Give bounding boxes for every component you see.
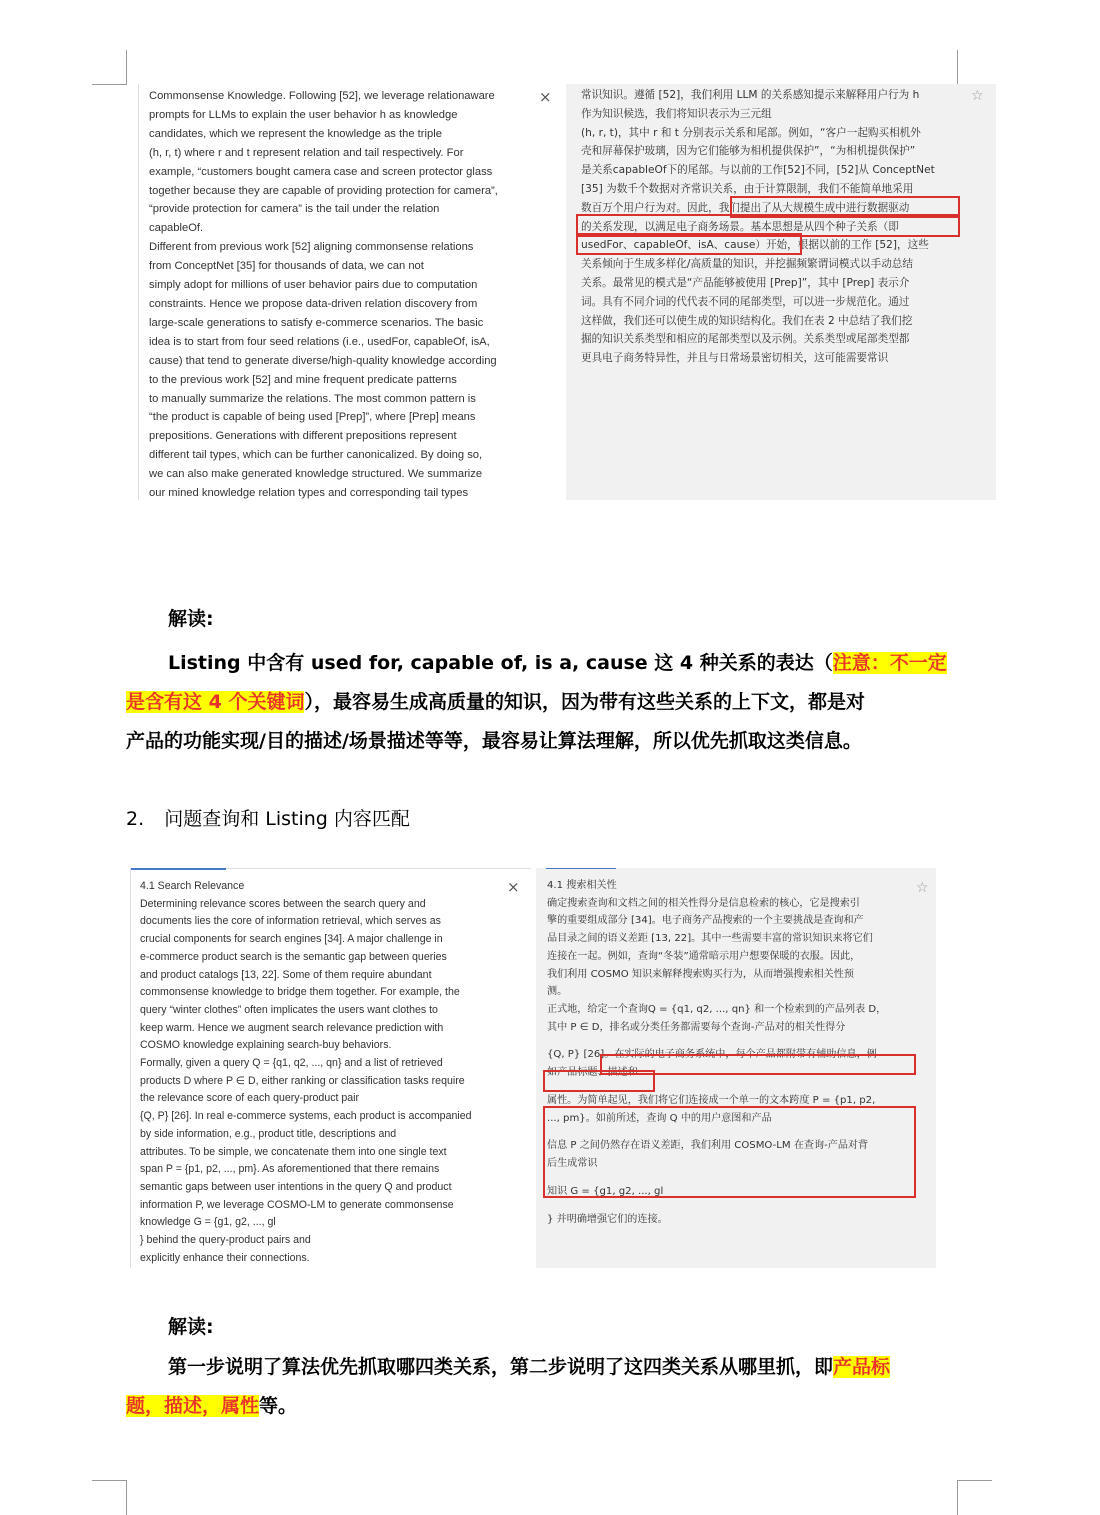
chinese-text-line: 其中 P ∈ D，排名或分类任务都需要每个查询-产品对的相关性得分	[547, 1021, 846, 1033]
english-text-block-2	[140, 878, 520, 1267]
english-text-line: cause) that tend to generate diverse/high-quality knowledge according	[149, 354, 497, 367]
english-text-line: “the product is capable of being used [Prep]”, where [Prep] means	[149, 411, 476, 424]
chinese-text-line: 连接在一起。例如，查询“冬装”通常暗示用户想要保暖的衣服。因此，	[547, 950, 861, 962]
tab-indicator-2	[546, 868, 616, 869]
section-1-heading: 解读:	[168, 608, 214, 630]
p1-text-c: 产品的功能实现/目的描述/场景描述等等，最容易让算法理解，所以优先抓取这类信息。	[126, 730, 862, 752]
chinese-text-line	[547, 1036, 917, 1046]
chinese-text-line: 4.1 搜索相关性	[547, 880, 617, 891]
english-text-line: the relevance score of each query-product pair	[140, 1092, 360, 1105]
crop-mark-top-right	[957, 50, 992, 85]
p1-text-a: Listing 中含有 used for, capable of, is a, cause 这 4 种关系的表达（	[168, 652, 833, 674]
english-text-line: from ConceptNet [35] for thousands of data, we can not	[149, 260, 424, 273]
english-text-line: 4.1 Search Relevance	[140, 880, 245, 892]
tab-indicator	[131, 868, 226, 870]
close-icon-2[interactable]: ×	[507, 878, 520, 896]
english-text-line: prepositions. Generations with different prepositions represent	[149, 430, 457, 443]
english-pane-2	[130, 868, 531, 1268]
chinese-text-line: 作为知识候选，我们将知识表示为三元组	[581, 107, 772, 120]
star-icon[interactable]: ☆	[971, 88, 984, 104]
chinese-text-line: {Q, P} [26]。在实际的电子商务系统中，每个产品都附带有辅助信息，例	[547, 1049, 877, 1061]
english-text-line: “provide protection for camera” is the tail under the relation	[149, 203, 440, 216]
list-item-number: 2.	[126, 808, 145, 830]
chinese-text-line: 我们利用 COSMO 知识来解释搜索购买行为，从而增强搜索相关性预	[547, 968, 854, 980]
english-text-line: attributes. To be simple, we concatenate them into one single text	[140, 1145, 447, 1158]
chinese-text-line: 属性。为简单起见，我们将它们连接成一个单一的文本跨度 P = {p1, p2,	[547, 1094, 876, 1106]
english-text-line: candidates, which we represent the knowledge as the triple	[149, 127, 442, 140]
english-text-line: semantic gaps between user intentions in the query Q and product	[140, 1180, 452, 1193]
chinese-text-line: 常识知识。遵循 [52]，我们利用 LLM 的关系感知提示来解释用户行为 h	[581, 89, 920, 101]
chinese-text-line: 信息 P 之间仍然存在语义差距，我们利用 COSMO-LM 在查询-产品对背	[547, 1140, 869, 1152]
p1-text-b: ），最容易生成高质量的知识，因为带有这些关系的上下文，都是对	[304, 691, 865, 713]
chinese-text-line: 确定搜索查询和文档之间的相关性得分是信息检索的核心，它是搜索引	[547, 897, 860, 909]
chinese-text-line: 品目录之间的语义差距 [13, 22]。其中一些需要丰富的常识知识来将它们	[547, 933, 873, 945]
star-icon-2[interactable]: ☆	[916, 880, 929, 896]
chinese-text-line: 知识 G = {g1, g2, ..., gl	[547, 1185, 664, 1197]
english-text-line: together because they are capable of providing protection for camera”,	[149, 184, 498, 197]
crop-mark-bottom-left	[92, 1480, 127, 1515]
p2-highlight-b: 题，描述，属性	[126, 1395, 260, 1417]
p2-highlight-a: 产品标	[833, 1356, 891, 1378]
chinese-text-line: ..., pm}。如前所述，查询 Q 中的用户意图和产品	[547, 1112, 772, 1124]
chinese-text-line: 测。	[547, 986, 568, 998]
chinese-text-line: 关系倾向于生成多样化/高质量的知识，并挖掘频繁谓词模式以手动总结	[581, 258, 913, 271]
close-icon[interactable]: ×	[539, 88, 552, 106]
section-2-paragraph	[126, 1348, 966, 1426]
english-text-line: idea is to start from four seed relations (i.e., usedFor, capableOf, isA,	[149, 335, 490, 348]
list-item-text: 问题查询和 Listing 内容匹配	[164, 808, 410, 830]
translation-screenshot-2	[130, 868, 936, 1268]
chinese-text-line: 壳和屏幕保护玻璃，因为它们能够为相机提供保护”，“为相机提供保护”	[581, 145, 916, 158]
english-text-line: (h, r, t) where r and t represent relation and tail respectively. For	[149, 146, 464, 159]
english-text-line: example, “customers bought camera case and screen protector glass	[149, 165, 493, 178]
english-text-line: prompts for LLMs to explain the user behavior h as knowledge	[149, 108, 458, 121]
crop-mark-bottom-right	[957, 1480, 992, 1515]
english-text-line: query “winter clothes” often implicates the users want clothes to	[140, 1003, 438, 1016]
english-text-line: Commonsense Knowledge. Following [52], we leverage relationaware	[149, 90, 495, 102]
chinese-text-line: 擎的重要组成部分 [34]。电子商务产品搜索的一个主要挑战是查询和产	[547, 915, 864, 927]
highlight-box-3	[576, 233, 802, 255]
english-text-line: our mined knowledge relation types and corresponding tail types	[149, 487, 469, 500]
p1-highlight-b: 是含有这 4 个关键词	[126, 691, 305, 713]
chinese-text-line: usedFor、capableOf、isA、cause）开始，根据以前的工作 [52]，这些	[581, 239, 929, 252]
p2-text-a: 第一步说明了算法优先抓取哪四类关系，第二步说明了这四类关系从哪里抓，即	[168, 1356, 834, 1378]
english-text-line: to manually summarize the relations. The most common pattern is	[149, 392, 476, 405]
english-text-line: COSMO knowledge explaining search-buy behaviors.	[140, 1039, 392, 1052]
english-text-line: Formally, given a query Q = {q1, q2, ..., qn} and a list of retrieved	[140, 1057, 443, 1070]
english-text-line: Different from previous work [52] aligning commonsense relations	[149, 241, 474, 254]
chinese-text-line: } 并明确增强它们的连接。	[547, 1213, 668, 1225]
english-text-line: Determining relevance scores between the search query and	[140, 897, 426, 910]
chinese-text-line: 词。具有不同介词的代代表不同的尾部类型，可以进一步规范化。通过	[581, 295, 910, 308]
english-text-line: and product catalogs [13, 22]. Some of them require abundant	[140, 968, 432, 981]
english-text-line: different tail types, which can be further canonicalized. By doing so,	[149, 449, 483, 462]
english-text-line: span P = {p1, p2, ..., pm}. As aforementioned that there remains	[140, 1163, 440, 1176]
english-text-line: commonsense knowledge to bridge them together. For example, the	[140, 986, 460, 999]
english-text-line: explicitly enhance their connections.	[140, 1251, 310, 1264]
english-text-line: keep warm. Hence we augment search relevance prediction with	[140, 1021, 444, 1034]
english-text-line: {Q, P} [26]. In real e-commerce systems, each product is accompanied	[140, 1110, 472, 1123]
english-text-line: documents lies the core of information retrieval, which serves as	[140, 915, 441, 928]
chinese-text-line	[547, 1201, 917, 1211]
chinese-pane	[566, 84, 996, 500]
highlight-box-6	[543, 1106, 916, 1198]
english-pane	[138, 84, 564, 500]
english-text-line: capableOf.	[149, 222, 204, 235]
chinese-text-line: 数百万个用户行为对。因此，我们提出了从大规模生成中进行数据驱动	[581, 201, 910, 214]
chinese-text-line: 这样做，我们还可以使生成的知识结构化。我们在表 2 中总结了我们挖	[581, 314, 913, 327]
english-text-line: simply adopt for millions of user behavior pairs due to computation	[149, 279, 478, 292]
english-text-line: e-commerce product search is the semantic gap between queries	[140, 950, 447, 963]
english-text-line: } behind the query-product pairs and	[140, 1234, 311, 1247]
english-text-line: crucial components for search engines [34]. A major challenge in	[140, 933, 443, 946]
chinese-text-line: 后生成常识	[547, 1158, 598, 1170]
chinese-text-line: 正式地，给定一个查询Q = {q1, q2, ..., qn} 和一个检索到的产品列表 D，	[547, 1003, 887, 1015]
english-text-line: to the previous work [52] and mine frequent predicate patterns	[149, 373, 457, 386]
translation-screenshot-1	[138, 84, 996, 500]
chinese-text-line: 掘的知识关系类型和相应的尾部类型以及示例。关系类型或尾部类型都	[581, 333, 910, 346]
english-text-line: large-scale generations to satisfy e-commerce scenarios. The basic	[149, 316, 484, 329]
chinese-pane-2	[536, 868, 936, 1268]
section-1-paragraph	[126, 644, 966, 761]
english-text-line: we can also make generated knowledge structured. We summarize	[149, 468, 483, 481]
english-text-block	[149, 87, 549, 500]
english-text-line: constraints. Hence we propose data-driven relation discovery from	[149, 297, 478, 310]
crop-mark-top-left	[92, 50, 127, 85]
p1-highlight-a: 注意：不一定	[832, 652, 947, 674]
chinese-text-line: 更具电子商务特异性，并且与日常场景密切相关，这可能需要常识	[581, 352, 889, 365]
chinese-text-line: 是关系capableOf下的尾部。与以前的工作[52]不同，[52]从 ConceptNet	[581, 164, 935, 177]
chinese-text-line: [35] 为数千个数据对齐常识关系，由于计算限制，我们不能简单地采用	[581, 182, 914, 195]
chinese-text-line: 如产品标题、描述和	[547, 1067, 638, 1079]
chinese-text-line: (h, r, t)，其中 r 和 t 分别表示关系和尾部。例如，“客户一起购买相机外	[581, 126, 921, 139]
highlight-box-5	[543, 1070, 655, 1092]
english-text-line: information P, we leverage COSMO-LM to generate commonsense	[140, 1198, 454, 1211]
english-text-line: knowledge G = {g1, g2, ..., gl	[140, 1216, 276, 1229]
list-item-2	[126, 804, 410, 831]
chinese-text-line: 关系。最常见的模式是“产品能够被使用 [Prep]”，其中 [Prep] 表示介	[581, 276, 910, 289]
english-text-line: by side information, e.g., product title, descriptions and	[140, 1127, 397, 1140]
chinese-text-line: 的关系发现，以满足电子商务场景。基本思想是从四个种子关系（即	[581, 220, 899, 233]
p2-text-b: 等。	[259, 1395, 298, 1417]
english-text-line: products D where P ∈ D, either ranking or classification tasks require	[140, 1074, 465, 1087]
section-2-heading: 解读:	[168, 1316, 214, 1338]
